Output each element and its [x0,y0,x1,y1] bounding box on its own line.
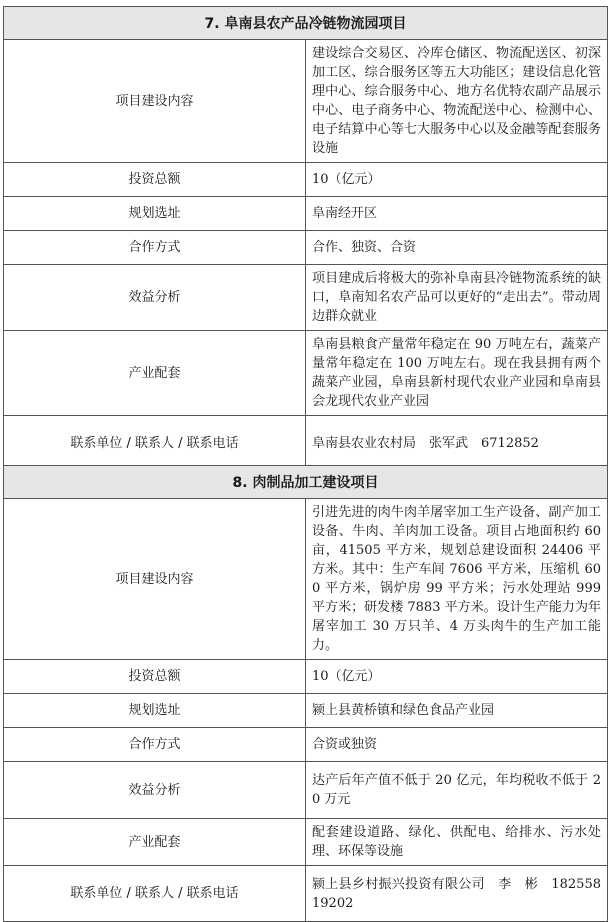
row-value-industry: 配套建设道路、绿化、供配电、给排水、污水处理、环保等设施 [306,819,608,866]
project-title: 8. 肉制品加工建设项目 [4,466,608,499]
row-label-benefit: 效益分析 [4,762,306,819]
row-value-investment: 10（亿元） [306,660,608,694]
project-table-8 [3,465,608,922]
row-value-cooperation: 合作、独资、合资 [306,231,608,265]
row-label-location: 规划选址 [4,197,306,231]
row-value-cooperation: 合资或独资 [306,728,608,762]
row-label-contact: 联系单位 / 联系人 / 联系电话 [4,416,306,472]
row-label-location: 规划选址 [4,694,306,728]
row-value-content: 建设综合交易区、冷库仓储区、物流配送区、初深加工区、综合服务区等五大功能区；建设信息化管理中心、综合服务中心、地方名优特农副产品展示中心、电子商务中心、物流配送中心、检测中心、电子结算中心等七大服务中心以及金融等配套服务设施 [306,40,608,163]
row-value-investment: 10（亿元） [306,163,608,197]
row-label-content: 项目建设内容 [4,40,306,163]
row-label-industry: 产业配套 [4,819,306,866]
row-value-contact: 阜南县农业农村局 张军武 6712852 [306,416,608,472]
row-label-cooperation: 合作方式 [4,231,306,265]
row-value-content: 引进先进的肉牛肉羊屠宰加工生产设备、副产加工设备、牛肉、羊肉加工设备。项目占地面积约 60 亩，41505 平方米，规划总建设面积 24406 平方米。其中：生产车间 7606 平方米，压缩机 600 平方米，锅炉房 99 平方米；污水处理站 999 平方米；研发楼 7883 平方米。设计生产能力为年屠宰加工 30 万只羊、4 万头肉牛的生产加工能力。 [306,499,608,660]
row-label-cooperation: 合作方式 [4,728,306,762]
row-label-content: 项目建设内容 [4,499,306,660]
row-label-industry: 产业配套 [4,331,306,416]
row-value-location: 阜南经开区 [306,197,608,231]
row-label-contact: 联系单位 / 联系人 / 联系电话 [4,866,306,922]
row-value-benefit: 项目建成后将极大的弥补阜南县冷链物流系统的缺口，阜南知名农产品可以更好的“走出去”。带动周边群众就业 [306,265,608,331]
project-table-7 [3,6,608,472]
project-title: 7. 阜南县农产品冷链物流园项目 [4,7,608,40]
row-value-industry: 阜南县粮食产量常年稳定在 90 万吨左右，蔬菜产量常年稳定在 100 万吨左右。现在我县拥有两个蔬菜产业园，阜南县新村现代农业产业园和阜南县会龙现代农业产业园 [306,331,608,416]
row-value-benefit: 达产后年产值不低于 20 亿元，年均税收不低于 20 万元 [306,762,608,819]
row-label-investment: 投资总额 [4,163,306,197]
row-label-benefit: 效益分析 [4,265,306,331]
row-value-contact: 颍上县乡村振兴投资有限公司 李 彬 18255819202 [306,866,608,922]
row-label-investment: 投资总额 [4,660,306,694]
row-value-location: 颍上县黄桥镇和绿色食品产业园 [306,694,608,728]
